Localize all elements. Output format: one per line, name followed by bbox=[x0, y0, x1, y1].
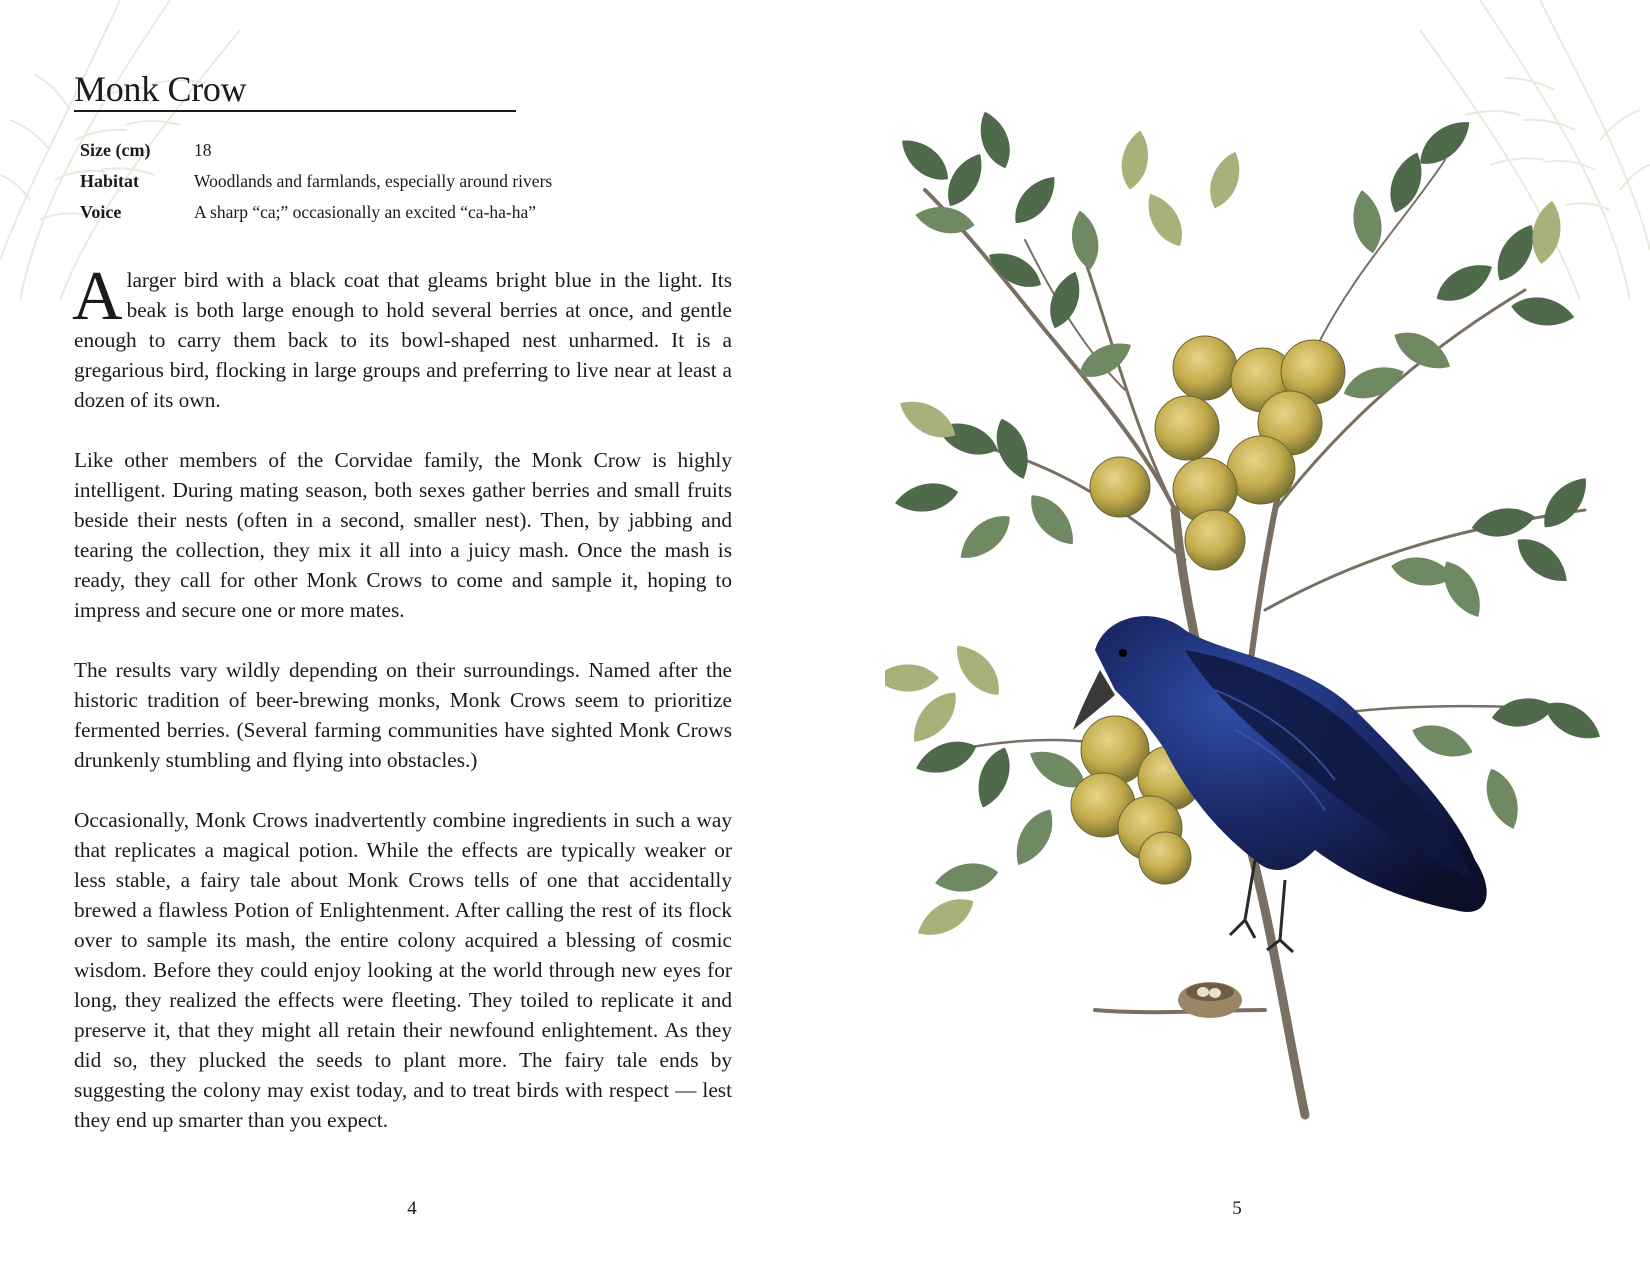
fact-row-habitat bbox=[80, 171, 680, 202]
right-page bbox=[825, 0, 1650, 1275]
body-text bbox=[72, 258, 732, 1165]
fact-row-size bbox=[80, 140, 680, 171]
page-number-right: 5 bbox=[1232, 1198, 1242, 1219]
paragraph-3: The results vary wildly depending on their surroundings. Named after the historic tradition of beer-brewing monks, Monk Crows seem to prioritize fermented berries. (Several farming communities have sighted Monk Crows drunkenly stumbling and flying into obstacles.) bbox=[74, 658, 732, 772]
fact-value: A sharp “ca;” occasionally an excited “ca-ha-ha” bbox=[194, 202, 537, 222]
paragraph-4: Occasionally, Monk Crows inadvertently combine ingredients in such a way that replicates a magical potion. While the effects are typically weaker or less stable, a fairy tale about Monk Crows tells of one that accidentally brewed a flawless Potion of Enlightenment. After calling the rest of its flock over to sample its mash, the entire colony acquired a blessing of cosmic wisdom. Before they could enjoy looking at the world through new eyes for long, they realized the effects were fleeting. They toiled to replicate it and preserve it, that they might all retain their newfound enlightement. As they did so, they plucked the seeds to plant more. The fairy tale ends by suggesting the colony may exist today, and to treat birds with respect — lest they end up smarter than you expect. bbox=[74, 808, 732, 1132]
fact-value: 18 bbox=[194, 140, 212, 160]
page-title: Monk Crow bbox=[74, 69, 247, 109]
crow-illustration bbox=[885, 90, 1625, 1180]
fact-row-voice bbox=[80, 202, 680, 233]
fact-table bbox=[80, 140, 680, 233]
page-number-left: 4 bbox=[407, 1198, 417, 1219]
branches bbox=[925, 160, 1585, 1115]
fact-label: Size (cm) bbox=[80, 140, 151, 160]
crow bbox=[1073, 616, 1487, 952]
paragraph-1 bbox=[72, 258, 732, 415]
paragraph-2: Like other members of the Corvidae family, the Monk Crow is highly intelligent. During mating season, both sexes gather berries and small fruits beside their nests (often in a second, smaller nest). Then, by jabbing and tearing the collection, they mix it all into a juicy mash. Once the mash is ready, they call for other Monk Crows to come and sample it, hoping to impress and secure one or more mates. bbox=[74, 448, 732, 622]
fact-label: Habitat bbox=[80, 171, 140, 191]
fact-label: Voice bbox=[80, 202, 122, 222]
title-underline bbox=[74, 110, 516, 112]
bird-nest bbox=[1178, 982, 1242, 1018]
paragraph-text: larger bird with a black coat that gleams bright blue in the light. Its beak is both large enough to hold several berries at once, and gentle enough to carry them back to its bowl-shaped nest unharmed. It is a gregarious bird, flocking in large groups and preferring to live near at least a dozen of its own. bbox=[74, 268, 732, 412]
fact-value: Woodlands and farmlands, especially around rivers bbox=[194, 171, 553, 191]
drop-cap: A bbox=[72, 258, 123, 335]
